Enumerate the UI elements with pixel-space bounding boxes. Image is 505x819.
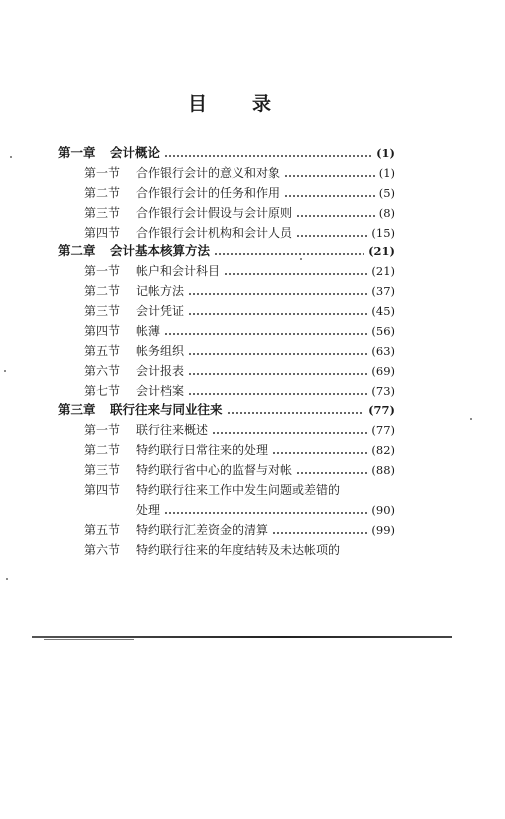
entry-label: 第二章 [58,243,96,258]
entry-page: (5) [378,186,395,200]
dot-leader [164,512,367,514]
entry-label: 第三节 [84,206,121,220]
dot-leader [188,293,367,295]
toc-section-row[interactable] [84,322,395,340]
dot-leader [296,215,375,217]
entry-label: 第一章 [58,145,96,160]
entry-title: 合作银行会计的任务和作用 [136,186,281,200]
entry-title: 联行往来概述 [136,423,209,437]
entry-page: (77) [368,403,395,417]
entry-title: 会计报表 [136,364,185,378]
entry-title: 联行往来与同业往来 [110,402,223,417]
entry-page: (69) [371,364,395,378]
entry-label: 第六节 [84,543,121,557]
scan-speck [4,370,6,372]
entry-label: 第七节 [84,384,121,398]
toc-section-row[interactable] [84,342,395,360]
toc-section-row[interactable] [84,461,395,479]
entry-label: 第二节 [84,186,121,200]
dot-leader [214,253,364,255]
toc-section-row[interactable] [84,421,395,439]
entry-label: 第四节 [84,483,121,497]
entry-label: 第三节 [84,304,121,318]
toc-section-row[interactable] [84,481,395,499]
dot-leader [188,373,367,375]
entry-label: 第五节 [84,344,121,358]
entry-page: (90) [371,503,395,517]
entry-title: 特约联行日常往来的处理 [136,443,269,457]
entry-label: 第六节 [84,364,121,378]
entry-label: 第四节 [84,226,121,240]
entry-title: 帐户和会计科目 [136,264,221,278]
toc-chapter-row[interactable] [58,144,395,162]
dot-leader [188,393,367,395]
dot-leader [296,235,367,237]
entry-label: 第二节 [84,443,121,457]
entry-title: 合作银行会计假设与会计原则 [136,206,293,220]
toc-section-row[interactable] [84,282,395,300]
entry-page: (1) [378,166,395,180]
entry-title: 帐薄 [136,324,161,338]
dot-leader [164,333,367,335]
entry-title: 记帐方法 [136,284,185,298]
dot-leader [188,353,367,355]
toc-section-row[interactable] [84,164,395,182]
entry-page: (21) [368,244,395,258]
scan-speck [10,156,12,158]
scan-speck [300,258,302,260]
toc-section-row[interactable] [84,382,395,400]
toc-section-row[interactable] [84,262,395,280]
dot-leader [272,452,367,454]
toc-section-row[interactable] [84,521,395,539]
entry-title: 会计基本核算方法 [110,243,211,258]
dot-leader [284,175,375,177]
dot-leader [224,273,367,275]
rule-underline [44,639,134,640]
entry-label: 第二节 [84,284,121,298]
entry-title: 合作银行会计的意义和对象 [136,166,281,180]
entry-continuation: 处理 [136,503,161,517]
entry-title: 帐务组织 [136,344,185,358]
entry-title: 特约联行往来的年度结转及未达帐项的 [136,543,341,557]
entry-page: (1) [376,146,395,160]
dot-leader [188,313,367,315]
entry-label: 第三章 [58,402,96,417]
entry-page: (21) [371,264,395,278]
entry-page: (37) [371,284,395,298]
toc-section-row[interactable] [84,224,395,242]
title-char-2: 录 [252,93,272,115]
toc-section-row[interactable] [84,441,395,459]
dot-leader [272,532,367,534]
entry-title: 特约联行省中心的监督与对帐 [136,463,293,477]
entry-page: (63) [371,344,395,358]
entry-title: 会计概论 [110,145,161,160]
toc-chapter-row[interactable] [58,242,395,260]
toc-section-row[interactable] [84,204,395,222]
entry-page: (88) [371,463,395,477]
toc-chapter-row[interactable] [58,401,395,419]
entry-page: (99) [371,523,395,537]
dot-leader [212,432,367,434]
entry-title: 合作银行会计机构和会计人员 [136,226,293,240]
dot-leader [164,155,372,157]
entry-title: 特约联行汇差资金的清算 [136,523,269,537]
scan-speck [6,578,8,580]
entry-page: (77) [371,423,395,437]
entry-label: 第三节 [84,463,121,477]
entry-page: (73) [371,384,395,398]
horizontal-rule [32,636,452,638]
entry-title: 会计凭证 [136,304,185,318]
toc-section-row[interactable] [84,541,395,559]
title-char-1: 目 [188,93,208,115]
entry-label: 第五节 [84,523,121,537]
entry-label: 第一节 [84,264,121,278]
toc-continuation-row[interactable] [136,501,395,519]
dot-leader [284,195,375,197]
dot-leader [296,472,367,474]
entry-page: (56) [371,324,395,338]
entry-label: 第一节 [84,423,121,437]
entry-label: 第四节 [84,324,121,338]
dot-leader [227,412,365,414]
toc-section-row[interactable] [84,302,395,320]
entry-title: 特约联行往来工作中发生问题或差错的 [136,483,341,497]
entry-page: (82) [371,443,395,457]
toc-section-row[interactable] [84,362,395,380]
scan-speck [470,418,472,420]
entry-title: 会计档案 [136,384,185,398]
entry-page: (15) [371,226,395,240]
entry-page: (45) [371,304,395,318]
entry-label: 第一节 [84,166,121,180]
entry-page: (8) [378,206,395,220]
toc-section-row[interactable] [84,184,395,202]
